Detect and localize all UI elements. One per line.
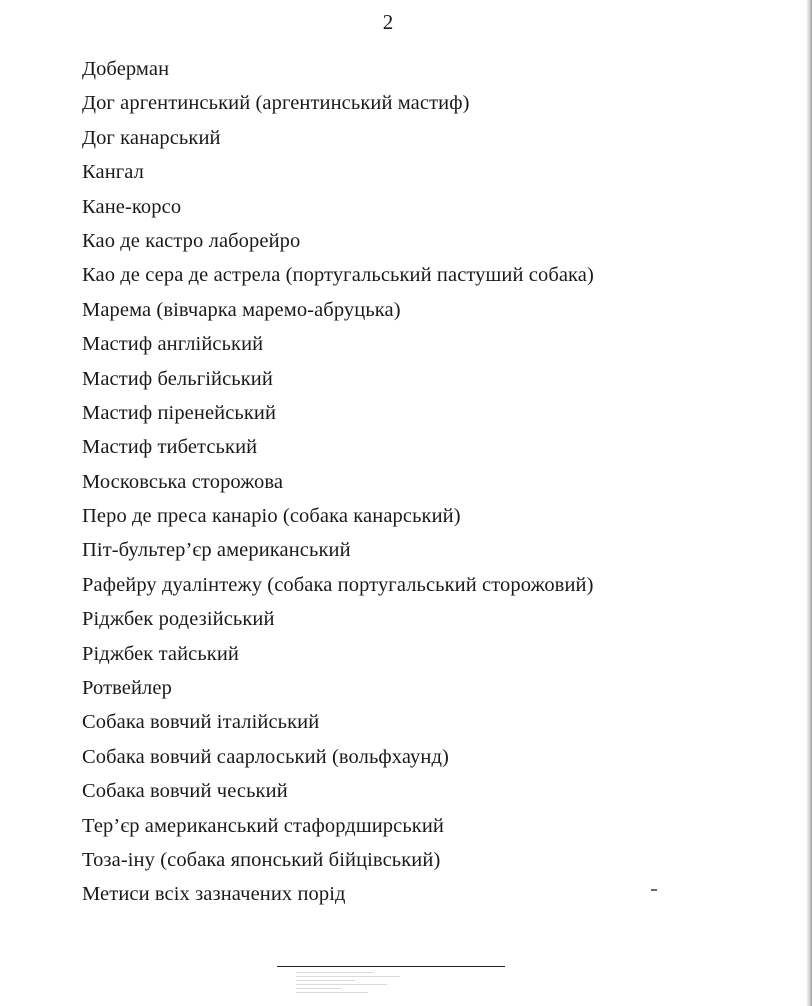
- breed-item: Доберман: [82, 58, 170, 80]
- breed-item: Као де сера де астрела (португальський пастуший собака): [82, 264, 594, 287]
- breed-item: Рафейру дуалінтежу (собака португальський сторожовий): [82, 573, 594, 596]
- page-number: 2: [382, 10, 394, 34]
- breed-item: Дог канарський: [82, 126, 221, 149]
- breed-item: Ріджбек родезійський: [82, 608, 275, 631]
- breed-item: Тер’єр американський стафордширський: [82, 814, 444, 837]
- breed-item: Мастиф бельгійський: [82, 367, 273, 390]
- page-edge-shadow: [806, 0, 812, 1006]
- breed-item: Собака вовчий саарлоський (вольфхаунд): [82, 745, 449, 768]
- breed-item: Тоза-іну (собака японський бійцівський): [82, 848, 441, 871]
- breed-item: Собака вовчий чеський: [82, 780, 288, 803]
- footer-rule: [277, 966, 505, 967]
- breed-item: Ротвейлер: [82, 677, 172, 700]
- breed-item: Као де кастро лаборейро: [82, 229, 301, 252]
- breed-item: Кане-корсо: [82, 195, 182, 218]
- breed-item: Піт-бультер’єр американський: [82, 539, 351, 562]
- faint-footer-print: [296, 972, 426, 1002]
- breed-item: Ріджбек тайський: [82, 642, 239, 665]
- breed-item: Кангал: [82, 161, 144, 184]
- breed-item: Дог аргентинський (аргентинський мастиф): [82, 92, 470, 115]
- stray-dash-mark: [651, 889, 657, 891]
- breed-item: Собака вовчий італійський: [82, 711, 320, 734]
- breed-item: Мастиф тибетський: [82, 436, 258, 459]
- breed-item: Мастиф англійський: [82, 333, 264, 356]
- breed-item: Московська сторожова: [82, 470, 284, 493]
- breed-list: [82, 52, 594, 912]
- breed-item: Марема (вівчарка маремо-абруцька): [82, 298, 401, 321]
- breed-item: Перо де преса канаріо (собака канарський): [82, 505, 461, 528]
- breed-item: Мастиф піренейський: [82, 401, 277, 424]
- breed-item: Метиси всіх зазначених порід: [82, 883, 346, 906]
